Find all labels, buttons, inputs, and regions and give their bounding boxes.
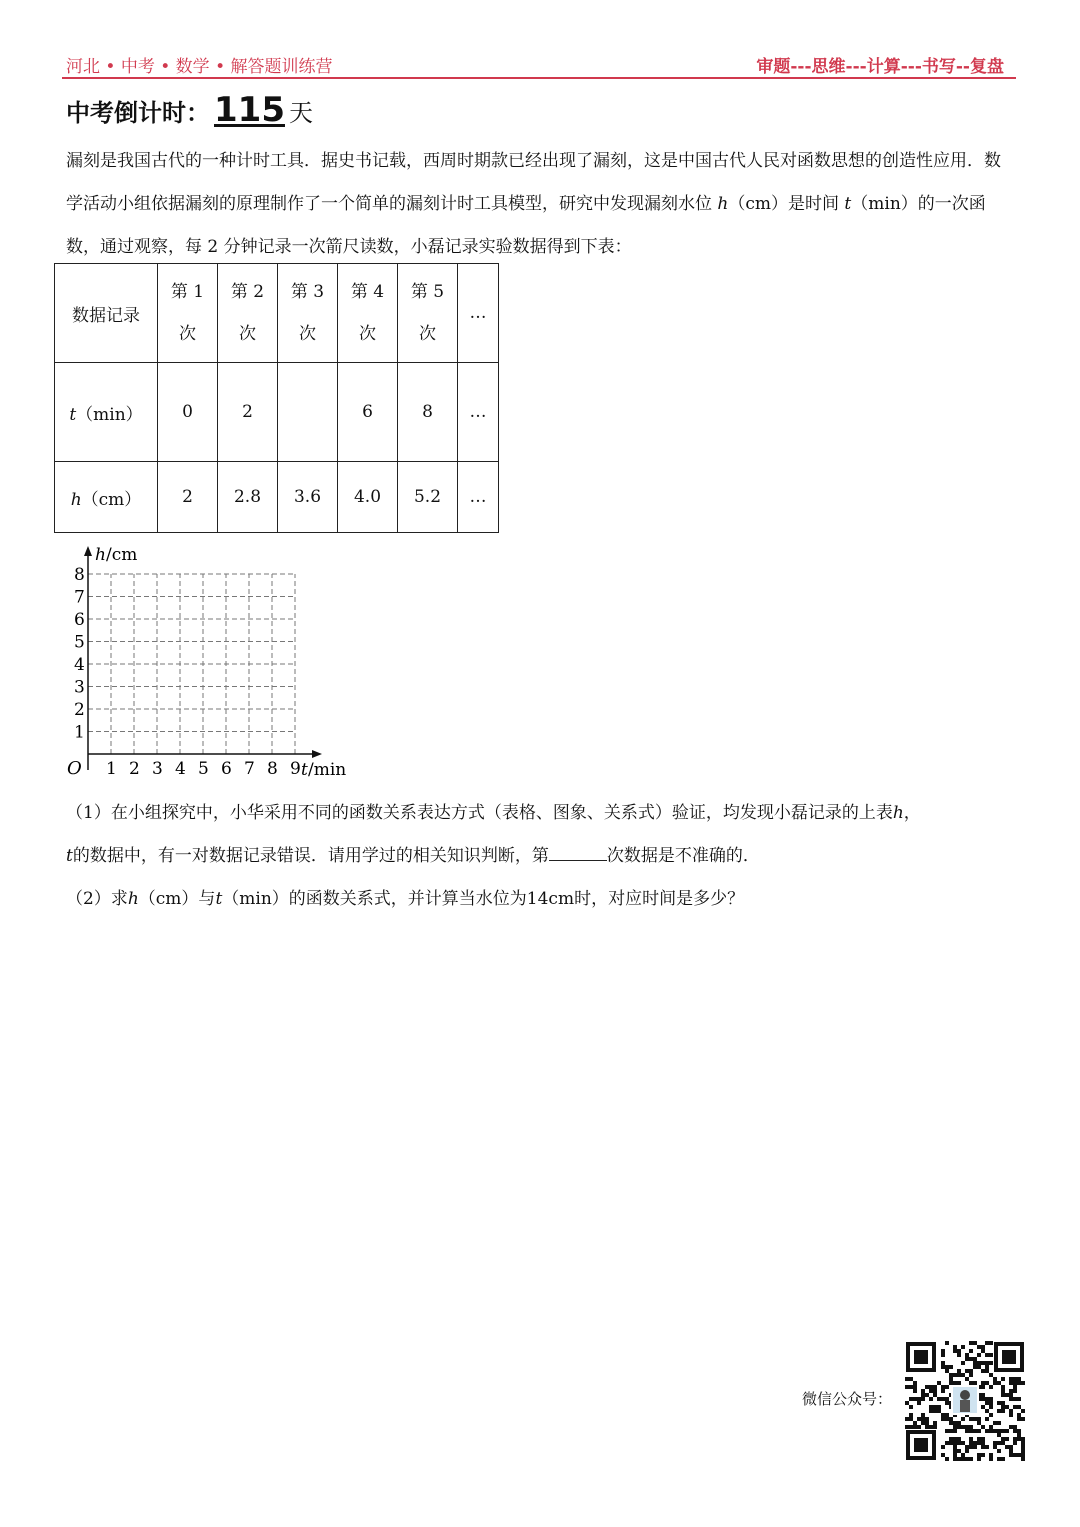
table-header-cell: 第 3 次 bbox=[278, 264, 338, 363]
problem-intro bbox=[66, 140, 1016, 269]
origin-label: O bbox=[67, 758, 82, 779]
wechat-label: 微信公众号： bbox=[802, 1390, 893, 1408]
table-ellipsis: … bbox=[458, 462, 499, 533]
y-axis-label-unit: /cm bbox=[106, 545, 138, 565]
y-tick-label: 8 bbox=[74, 565, 85, 585]
x-tick-label: 6 bbox=[221, 759, 232, 779]
x-tick-label: 2 bbox=[129, 759, 140, 779]
x-axis-label-var: t bbox=[301, 760, 308, 780]
y-tick-label: 4 bbox=[74, 655, 85, 675]
table-header-cell: 第 4 次 bbox=[338, 264, 398, 363]
intro-text-2: 是时间 bbox=[788, 194, 840, 214]
table-ellipsis: … bbox=[458, 264, 499, 363]
h-value: 5.2 bbox=[398, 462, 458, 533]
x-tick-label: 1 bbox=[106, 759, 117, 779]
table-header-cell: 第 5 次 bbox=[398, 264, 458, 363]
t-value: 2 bbox=[218, 363, 278, 462]
h-value: 2.8 bbox=[218, 462, 278, 533]
h-value: 4.0 bbox=[338, 462, 398, 533]
y-tick-label: 3 bbox=[74, 677, 85, 698]
y-axis-label-var: h bbox=[95, 545, 106, 565]
countdown-days: 115 bbox=[214, 90, 285, 130]
header-left-title: 河北 • 中考 • 数学 • 解答题训练营 bbox=[66, 57, 333, 77]
intro-unit-min: （min） bbox=[851, 194, 918, 214]
t-value: 6 bbox=[338, 363, 398, 462]
countdown bbox=[66, 90, 313, 130]
h-value: 3.6 bbox=[278, 462, 338, 533]
x-axis-label-unit: /min bbox=[308, 760, 347, 780]
t-value: 0 bbox=[158, 363, 218, 462]
intro-unit-cm: （cm） bbox=[728, 194, 789, 214]
intro-var-t: t bbox=[844, 194, 852, 214]
answer-blank[interactable] bbox=[549, 842, 607, 861]
table-header-cell: 第 1 次 bbox=[158, 264, 218, 363]
data-table bbox=[54, 263, 499, 533]
y-axis-arrow bbox=[84, 546, 92, 556]
header-divider bbox=[62, 77, 1016, 79]
t-value bbox=[278, 363, 338, 462]
x-tick-label: 3 bbox=[152, 759, 163, 779]
x-tick-label: 8 bbox=[267, 759, 278, 779]
y-tick-label: 7 bbox=[74, 587, 85, 608]
intro-text-3: 的一次函数，通过观察，每 2 分钟记录一次箭尺读数，小磊记录实验数据得到下表： bbox=[66, 194, 986, 257]
question-1: （1）在小组探究中，小华采用不同的函数关系表达方式（表格、图象、关系式）验证，均发现小磊记录的上表h， t的数据中，有一对数据记录错误．请用学过的相关知识判断，第 次数据是不准确的． bbox=[66, 803, 921, 866]
table-ellipsis: … bbox=[458, 363, 499, 462]
x-tick-label: 5 bbox=[198, 759, 209, 779]
y-tick-label: 5 bbox=[74, 632, 85, 653]
qr-code-icon bbox=[904, 1340, 1026, 1462]
table-row-h bbox=[55, 462, 499, 533]
coordinate-grid bbox=[54, 540, 364, 785]
y-tick-label: 6 bbox=[74, 610, 85, 630]
x-tick-label: 9 bbox=[290, 759, 301, 779]
table-corner: 数据记录 bbox=[55, 264, 158, 363]
y-tick-label: 1 bbox=[74, 722, 85, 743]
question-2: （2）求h（cm）与t（min）的函数关系式，并计算当水位为14cm时，对应时间是多少？ bbox=[66, 889, 745, 909]
countdown-unit: 天 bbox=[288, 99, 313, 127]
x-tick-label: 4 bbox=[175, 759, 186, 779]
intro-text-1: 漏刻是我国古代的一种计时工具．据史书记载，西周时期款已经出现了漏刻，这是中国古代人民对函数思想的创造性应用．数学活动小组依据漏刻的原理制作了一个简单的漏刻计时工具模型，研究中发现漏刻水位 bbox=[66, 151, 1001, 214]
countdown-label: 中考倒计时： bbox=[66, 99, 210, 127]
x-tick-label: 7 bbox=[244, 759, 255, 779]
intro-var-h: h bbox=[717, 194, 729, 214]
t-value: 8 bbox=[398, 363, 458, 462]
h-value: 2 bbox=[158, 462, 218, 533]
y-tick-label: 2 bbox=[74, 700, 85, 720]
row-label-h: h（cm） bbox=[55, 462, 158, 533]
row-label-t: t（min） bbox=[55, 363, 158, 462]
table-header-cell: 第 2 次 bbox=[218, 264, 278, 363]
header-right-slogan: 审题---思维---计算---书写--复盘 bbox=[756, 57, 1004, 77]
table-row-t bbox=[55, 363, 499, 462]
x-axis-arrow bbox=[312, 750, 322, 758]
table-header-row bbox=[55, 264, 499, 363]
